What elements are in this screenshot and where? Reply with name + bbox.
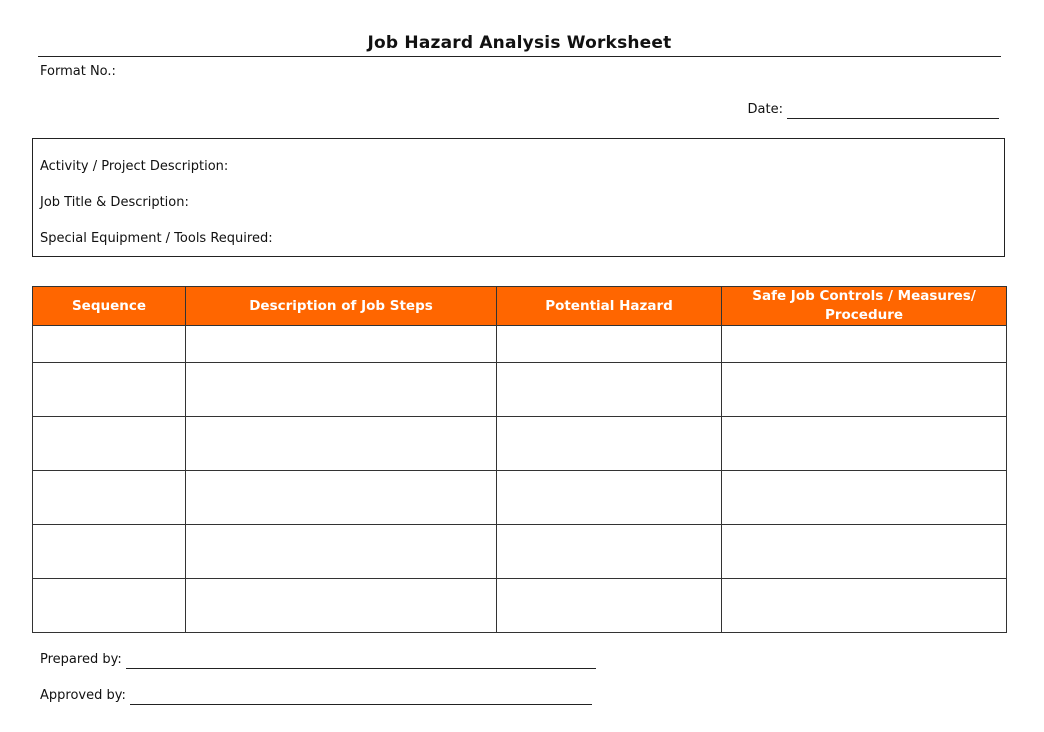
- table-cell[interactable]: [722, 471, 1007, 525]
- table-row: [33, 363, 1007, 417]
- approved-by-input-line[interactable]: [130, 690, 592, 705]
- project-info-box: [32, 138, 1005, 257]
- table-cell[interactable]: [722, 363, 1007, 417]
- table-row: [33, 579, 1007, 633]
- prepared-by-input-line[interactable]: [126, 654, 596, 669]
- table-cell[interactable]: [186, 579, 497, 633]
- table-cell[interactable]: [186, 525, 497, 579]
- equipment-required-label: Special Equipment / Tools Required:: [40, 231, 273, 246]
- table-cell[interactable]: [33, 363, 186, 417]
- table-row: [33, 471, 1007, 525]
- table-header-row: [33, 287, 1007, 326]
- table-cell[interactable]: [186, 326, 497, 363]
- job-title-label: Job Title & Description:: [40, 195, 189, 210]
- table-cell[interactable]: [33, 525, 186, 579]
- table-cell[interactable]: [497, 579, 722, 633]
- approved-by-field: [40, 687, 592, 705]
- prepared-by-label: Prepared by:: [40, 652, 122, 667]
- table-row: [33, 417, 1007, 471]
- table-cell[interactable]: [33, 417, 186, 471]
- header-sequence: Sequence: [33, 287, 186, 326]
- header-job-steps: Description of Job Steps: [186, 287, 497, 326]
- table-cell[interactable]: [497, 363, 722, 417]
- prepared-by-field: [40, 651, 596, 669]
- table-cell[interactable]: [497, 417, 722, 471]
- table-cell[interactable]: [33, 471, 186, 525]
- table-cell[interactable]: [722, 579, 1007, 633]
- table-cell[interactable]: [722, 326, 1007, 363]
- table-cell[interactable]: [33, 326, 186, 363]
- table-cell[interactable]: [722, 525, 1007, 579]
- format-no-label: Format No.:: [40, 64, 116, 79]
- table-cell[interactable]: [497, 326, 722, 363]
- table-cell[interactable]: [722, 417, 1007, 471]
- date-label: Date:: [747, 102, 783, 117]
- table-cell[interactable]: [33, 579, 186, 633]
- hazard-analysis-table: [32, 286, 1007, 633]
- activity-description-label: Activity / Project Description:: [40, 159, 229, 174]
- table-cell[interactable]: [497, 525, 722, 579]
- title-underline: [38, 56, 1001, 57]
- date-input-line[interactable]: [787, 104, 999, 119]
- header-potential-hazard: Potential Hazard: [497, 287, 722, 326]
- header-safe-job-controls: Safe Job Controls / Measures/ Procedure: [722, 287, 1007, 326]
- table-cell[interactable]: [186, 417, 497, 471]
- table-cell[interactable]: [497, 471, 722, 525]
- approved-by-label: Approved by:: [40, 688, 126, 703]
- worksheet-title: Job Hazard Analysis Worksheet: [367, 33, 672, 53]
- table-row: [33, 326, 1007, 363]
- table-cell[interactable]: [186, 363, 497, 417]
- date-field: [748, 101, 999, 119]
- table-row: [33, 525, 1007, 579]
- table-cell[interactable]: [186, 471, 497, 525]
